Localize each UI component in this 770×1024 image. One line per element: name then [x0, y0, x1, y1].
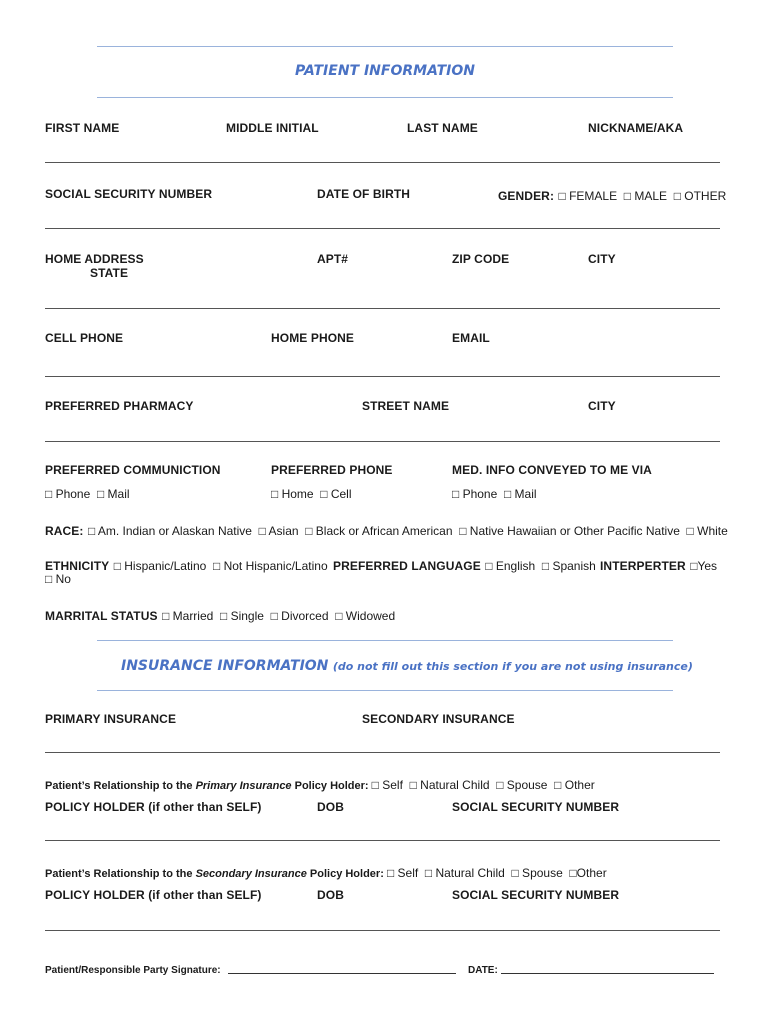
marital-group[interactable] — [45, 607, 395, 625]
insurance-field-line[interactable] — [45, 752, 720, 753]
pref-phone-label: PREFERRED PHONE — [271, 463, 393, 477]
patient-section-title: PATIENT INFORMATION — [295, 63, 475, 79]
pharmacy-field-line[interactable] — [45, 441, 720, 442]
language-label: PREFERRED LANGUAGE — [333, 559, 481, 573]
phone-options[interactable]: □ Home □ Cell — [271, 487, 352, 501]
zip-label: ZIP CODE — [452, 252, 510, 266]
primary-rel-italic: Primary Insurance — [195, 780, 292, 792]
signature-label: Patient/Responsible Party Signature: — [45, 965, 221, 976]
interpreter-label: INTERPERTER — [600, 559, 686, 573]
interpreter-no-option[interactable]: □ No — [45, 572, 71, 586]
comm-options[interactable]: □ Phone □ Mail — [45, 487, 130, 501]
secondary-holder-field-line[interactable] — [45, 930, 720, 931]
primary-rel-prefix: Patient’s Relationship to the — [45, 780, 193, 792]
secondary-policy-holder-label: POLICY HOLDER (if other than SELF) — [45, 888, 262, 902]
med-options[interactable]: □ Phone □ Mail — [452, 487, 537, 501]
race-group[interactable] — [45, 522, 728, 540]
primary-policy-holder-label: POLICY HOLDER (if other than SELF) — [45, 800, 262, 814]
marital-label: MARRITAL STATUS — [45, 609, 158, 623]
last-name-label: LAST NAME — [407, 121, 478, 135]
signature-line[interactable] — [228, 964, 456, 974]
city-label: CITY — [588, 252, 616, 266]
primary-dob-label: DOB — [317, 800, 344, 814]
secondary-rel-suffix: Policy Holder: — [309, 868, 384, 880]
primary-holder-field-line[interactable] — [45, 840, 720, 841]
ssn-label: SOCIAL SECURITY NUMBER — [45, 187, 213, 201]
address-field-line[interactable] — [45, 308, 720, 309]
gender-options[interactable]: □ FEMALE □ MALE □ OTHER — [558, 189, 727, 203]
language-group[interactable] — [333, 557, 596, 575]
primary-rel-options[interactable]: □ Self □ Natural Child □ Spouse □ Other — [371, 778, 595, 792]
secondary-rel-options[interactable]: □ Self □ Natural Child □ Spouse □Other — [386, 866, 607, 880]
email-label: EMAIL — [452, 331, 490, 345]
dob-label: DATE OF BIRTH — [317, 187, 411, 201]
home-phone-label: HOME PHONE — [271, 331, 355, 345]
cell-phone-label: CELL PHONE — [45, 331, 124, 345]
pref-comm-label: PREFERRED COMMUNICTION — [45, 463, 221, 477]
street-name-label: STREET NAME — [362, 399, 450, 413]
middle-initial-label: MIDDLE INITIAL — [226, 121, 319, 135]
gender-label: GENDER: — [498, 189, 555, 203]
date-line[interactable] — [501, 964, 714, 974]
insurance-note: (do not fill out this section if you are not using insurance) — [332, 660, 693, 673]
ethnicity-options[interactable]: □ Hispanic/Latino □ Not Hispanic/Latino — [113, 559, 328, 573]
secondary-dob-label: DOB — [317, 888, 344, 902]
phone-field-line[interactable] — [45, 376, 720, 377]
insurance-title-divider — [97, 690, 673, 691]
first-name-label: FIRST NAME — [45, 121, 120, 135]
primary-ssn-label: SOCIAL SECURITY NUMBER — [452, 800, 620, 814]
race-label: RACE: — [45, 524, 84, 538]
ethnicity-group[interactable] — [45, 557, 328, 575]
secondary-rel-prefix: Patient’s Relationship to the — [45, 868, 193, 880]
title-divider — [97, 97, 673, 98]
insurance-heading — [121, 657, 693, 675]
ssn-field-line[interactable] — [45, 228, 720, 229]
date-label: DATE: — [468, 965, 498, 976]
top-divider — [97, 46, 673, 47]
secondary-rel-italic: Secondary Insurance — [195, 868, 307, 880]
interpreter-yes-option[interactable]: □Yes — [690, 559, 718, 573]
insurance-top-divider — [97, 640, 673, 641]
primary-rel-suffix: Policy Holder: — [294, 780, 369, 792]
secondary-relationship-row[interactable] — [45, 866, 607, 880]
pharmacy-city-label: CITY — [588, 399, 616, 413]
language-options[interactable]: □ English □ Spanish — [485, 559, 596, 573]
race-options[interactable]: □ Am. Indian or Alaskan Native □ Asian □ Black or African American □ Native Hawaiian or Other Pacific Native □ White — [87, 524, 728, 538]
med-info-label: MED. INFO CONVEYED TO ME VIA — [452, 463, 652, 477]
name-field-line[interactable] — [45, 162, 720, 163]
primary-insurance-label: PRIMARY INSURANCE — [45, 712, 177, 726]
apt-label: APT# — [317, 252, 349, 266]
marital-options[interactable]: □ Married □ Single □ Divorced □ Widowed — [162, 609, 396, 623]
nickname-label: NICKNAME/AKA — [588, 121, 684, 135]
secondary-ssn-label: SOCIAL SECURITY NUMBER — [452, 888, 620, 902]
secondary-insurance-label: SECONDARY INSURANCE — [362, 712, 515, 726]
pharmacy-label: PREFERRED PHARMACY — [45, 399, 194, 413]
interpreter-group[interactable] — [600, 557, 717, 575]
insurance-section-title: INSURANCE INFORMATION — [121, 658, 329, 674]
primary-relationship-row[interactable] — [45, 778, 595, 792]
gender-group[interactable] — [498, 187, 726, 205]
ethnicity-label: ETHNICITY — [45, 559, 110, 573]
state-label: STATE — [90, 266, 129, 280]
home-address-label: HOME ADDRESS — [45, 252, 144, 266]
